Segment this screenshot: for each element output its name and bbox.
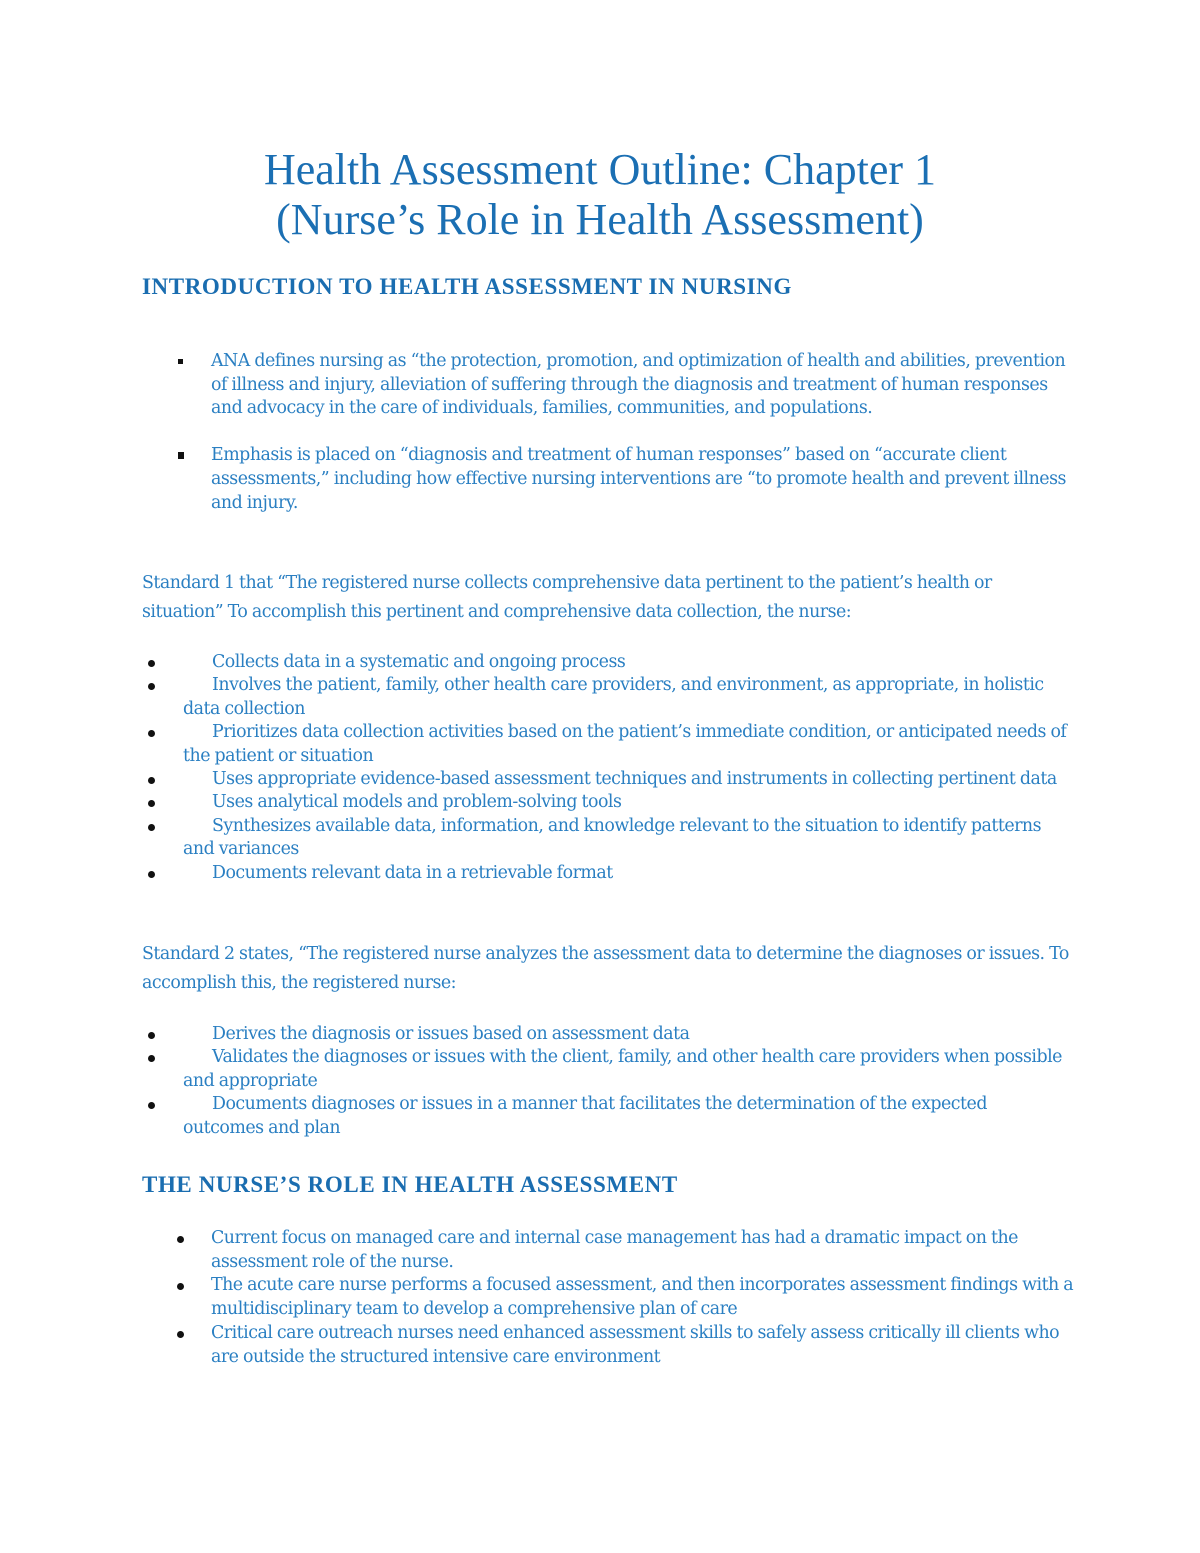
round-bullet-icon xyxy=(148,777,155,784)
list-item-text: Derives the diagnosis or issues based on assessment data xyxy=(212,1024,690,1044)
list-item-text: Uses appropriate evidence-based assessment techniques and instruments in collecting pertinent data xyxy=(212,769,1057,790)
round-bullet-icon xyxy=(148,1055,155,1062)
list-item xyxy=(142,768,1072,791)
list-item xyxy=(142,674,1072,721)
round-bullet-icon xyxy=(177,1331,184,1338)
square-bullet-icon xyxy=(178,359,183,364)
list-item-text: Current focus on managed care and internal case management has had a dramatic impact on the assessment role of the nurse. xyxy=(211,1228,1018,1272)
list-item xyxy=(176,350,1076,421)
list-item xyxy=(142,815,1072,862)
section-heading-introduction: INTRODUCTION TO HEALTH ASSESSMENT IN NURSING xyxy=(142,274,792,299)
square-bullet-icon xyxy=(178,452,184,459)
standard-2-intro: Standard 2 states, “The registered nurse analyzes the assessment data to determine the diagnoses or issues. To accomplish this, the registered nurse: xyxy=(142,944,1069,993)
standard-1-list xyxy=(142,651,1072,885)
standard-2-list xyxy=(142,1023,1072,1140)
list-item-text: Collects data in a systematic and ongoing process xyxy=(212,652,626,672)
list-item-text: The acute care nurse performs a focused assessment, and then incorporates assessment findings with a multidisciplinary team to develop a comprehensive plan of care xyxy=(211,1275,1074,1320)
round-bullet-icon xyxy=(148,824,155,831)
list-item-text: Synthesizes available data, information, and knowledge relevant to the situation to identify patterns and variances xyxy=(183,815,1042,860)
round-bullet-icon xyxy=(148,683,155,690)
list-item-text: Validates the diagnoses or issues with the client, family, and other health care providers when possible and appropriate xyxy=(183,1047,1062,1091)
round-bullet-icon xyxy=(148,730,155,737)
list-item xyxy=(142,862,1072,885)
round-bullet-icon xyxy=(177,1236,184,1243)
round-bullet-icon xyxy=(148,871,155,878)
list-item xyxy=(142,721,1072,768)
section-heading-nurse-role: THE NURSE’S ROLE IN HEALTH ASSESSMENT xyxy=(142,1172,678,1197)
round-bullet-icon xyxy=(148,1102,155,1109)
list-item xyxy=(142,1093,1072,1140)
list-item-text: Critical care outreach nurses need enhanced assessment skills to safely assess critically ill clients who are outside the structured intensive care environment xyxy=(211,1322,1060,1367)
list-item xyxy=(142,791,1072,814)
list-item xyxy=(176,1227,1076,1274)
nurse-role-list xyxy=(176,1227,1076,1369)
list-item xyxy=(142,651,1072,674)
list-item xyxy=(176,444,1076,515)
list-item-text: Documents diagnoses or issues in a manner that facilitates the determination of the expected outcomes and plan xyxy=(183,1094,987,1138)
round-bullet-icon xyxy=(148,800,155,807)
title-line-2: (Nurse’s Role in Health Assessment) xyxy=(276,195,924,244)
list-item-text: Emphasis is placed on “diagnosis and treatment of human responses” based on “accurate client assessments,” including how effective nursing interventions are “to promote health and prevent illness and injury. xyxy=(211,445,1066,513)
round-bullet-icon xyxy=(148,660,155,667)
list-item xyxy=(176,1274,1076,1321)
standard-1-intro: Standard 1 that “The registered nurse collects comprehensive data pertinent to the patient’s health or situation” To accomplish this pertinent and comprehensive data collection, the nurse: xyxy=(142,573,992,622)
round-bullet-icon xyxy=(148,1032,155,1039)
list-item xyxy=(142,1023,1072,1046)
list-item-text: Uses analytical models and problem-solving tools xyxy=(212,792,622,813)
introduction-bullet-list xyxy=(176,350,1076,515)
list-item xyxy=(142,1046,1072,1093)
round-bullet-icon xyxy=(177,1283,184,1290)
list-item-text: ANA defines nursing as “the protection, promotion, and optimization of health and abilities, prevention of illness and injury, alleviation of suffering through the diagnosis and treatment of human responses and advocacy in the care of individuals, families, communities, and populations. xyxy=(211,351,1066,419)
list-item-text: Documents relevant data in a retrievable format xyxy=(212,862,613,883)
list-item-text: Involves the patient, family, other health care providers, and environment, as appropriate, in holistic data collection xyxy=(183,675,1044,719)
list-item-text: Prioritizes data collection activities based on the patient’s immediate condition, or anticipated needs of the patient or situation xyxy=(183,722,1067,766)
document-title xyxy=(150,145,1050,245)
title-line-1: Health Assessment Outline: Chapter 1 xyxy=(263,145,937,194)
list-item xyxy=(176,1322,1076,1369)
